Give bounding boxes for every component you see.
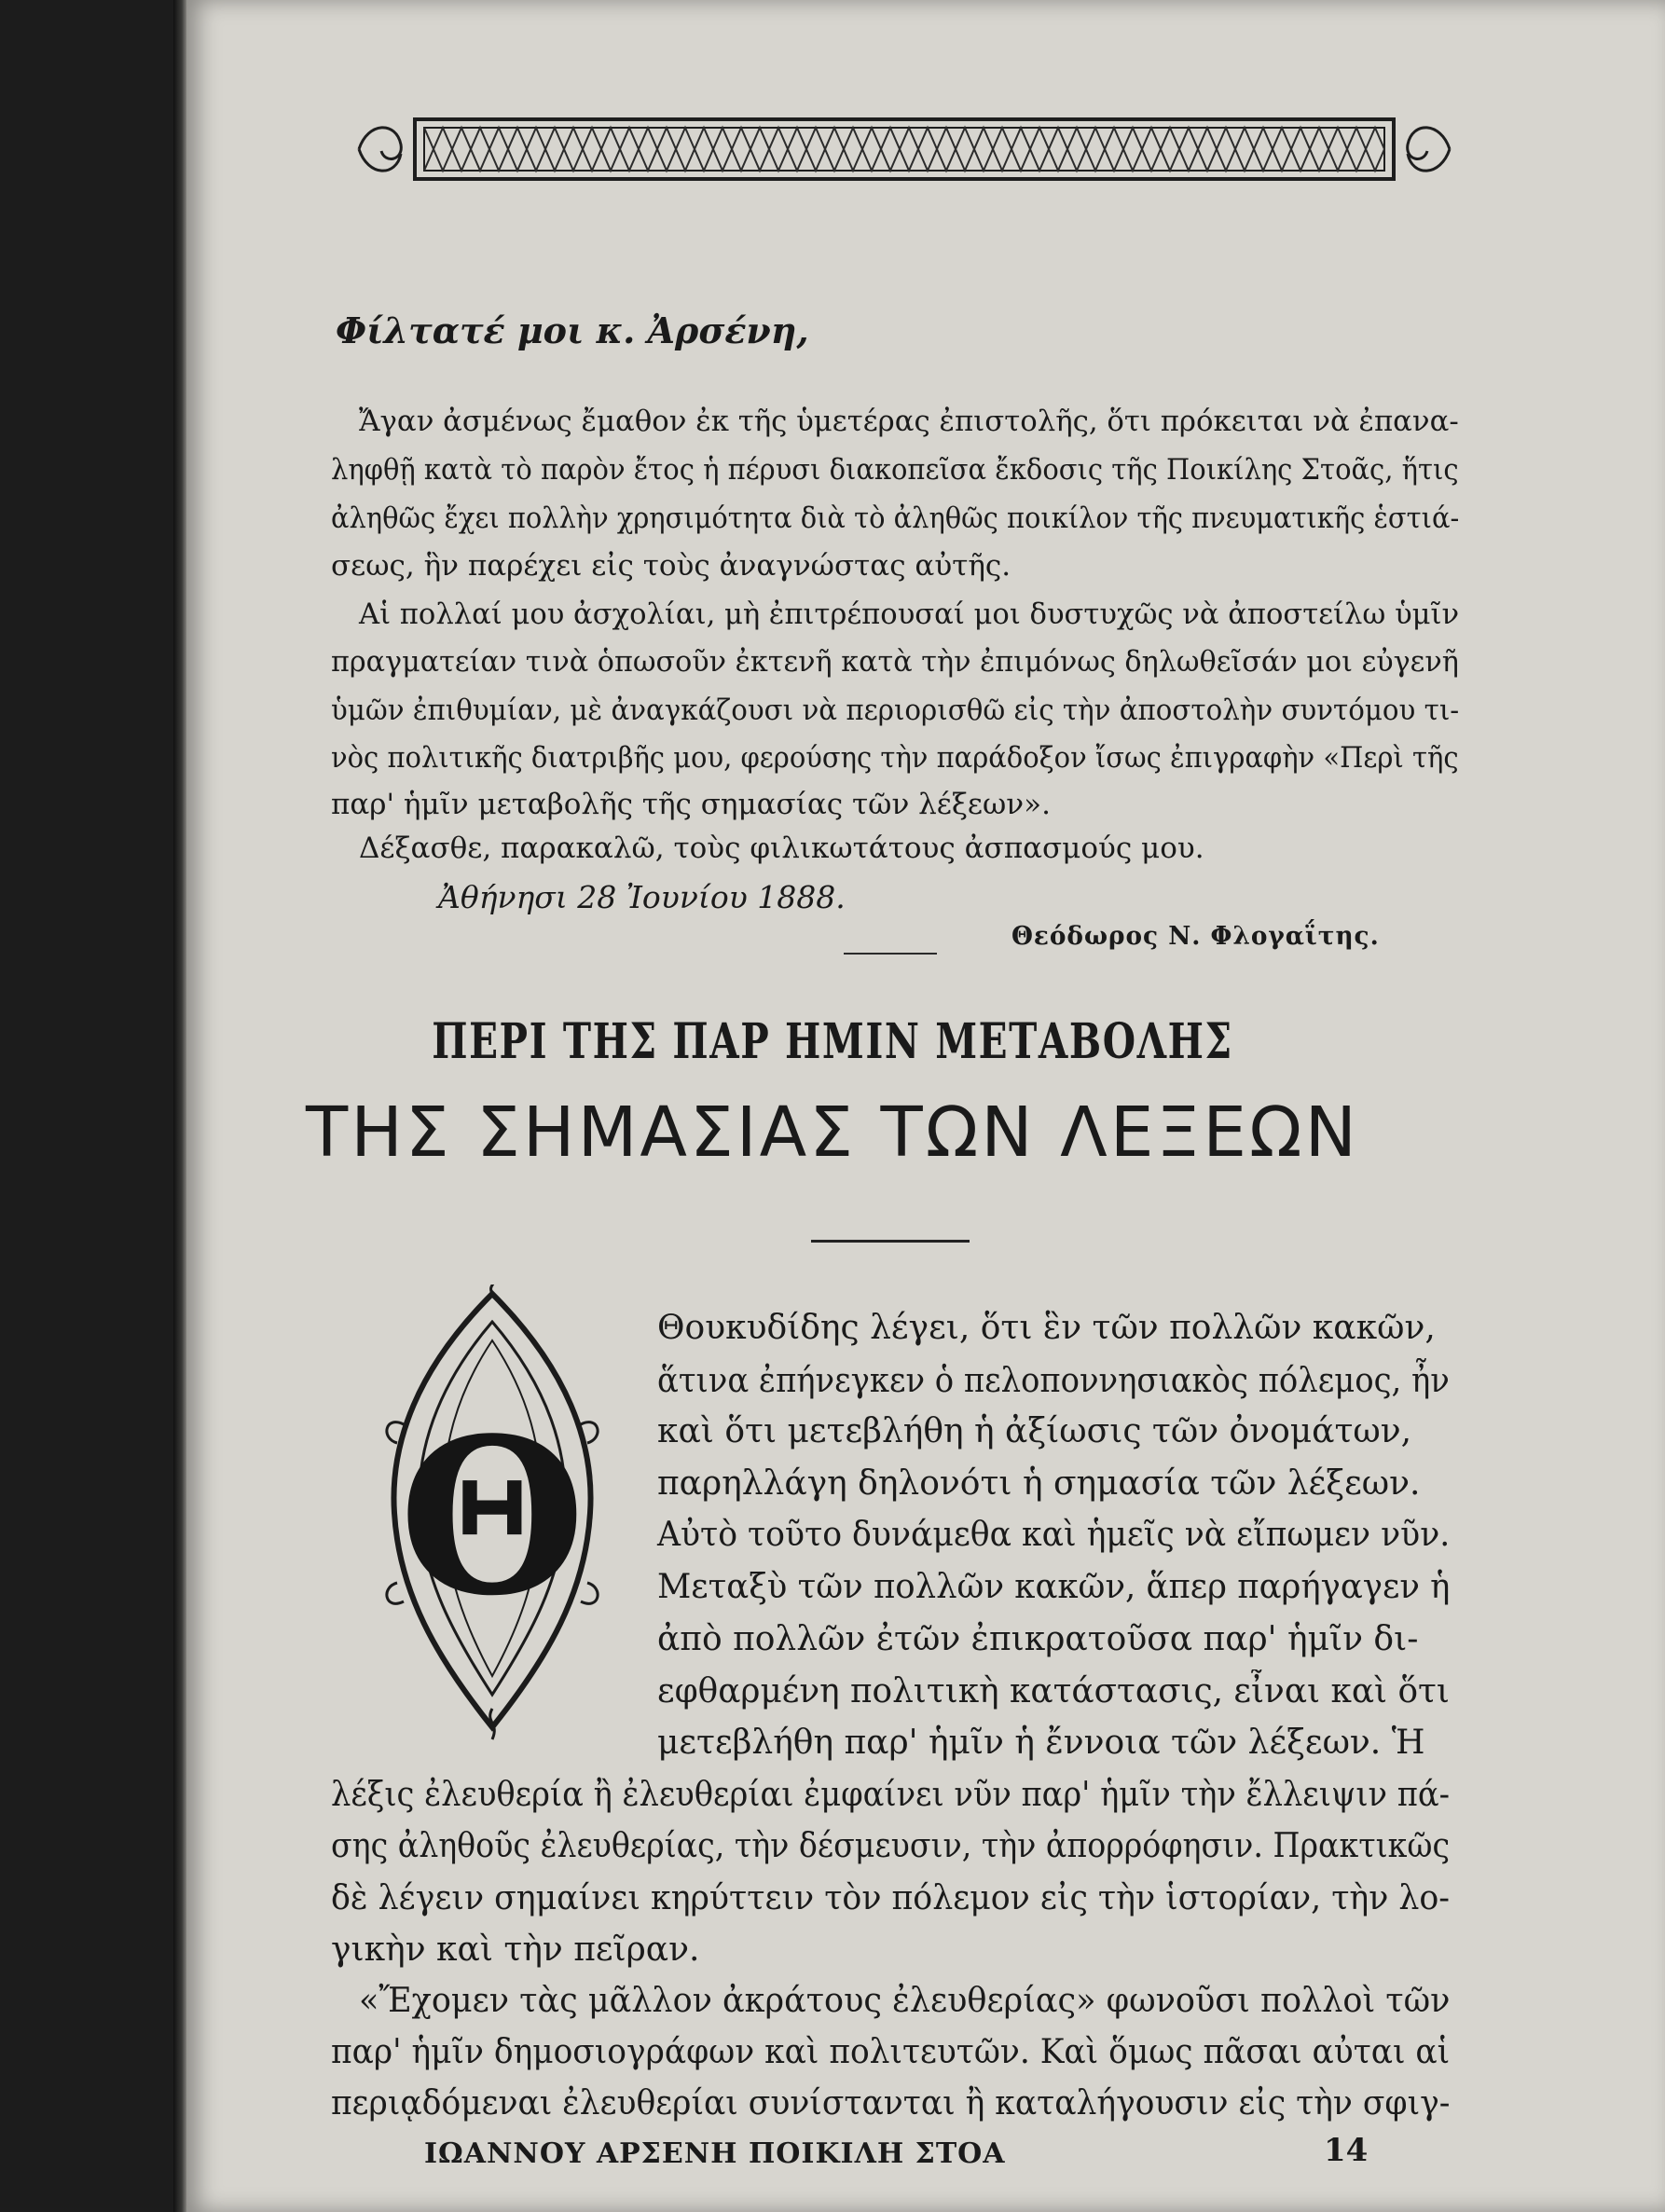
body-line: Μεταξὺ τῶν πολλῶν κακῶν, ἅπερ παρήγαγεν ἡ — [657, 1568, 1451, 1606]
running-footer: ΙΩΑΝΝΟΥ ΑΡΣΕΝΗ ΠΟΙΚΙΛΗ ΣΤΟΑ — [424, 2137, 1006, 2170]
body-line: εφθαρμένη πολιτικὴ κατάστασις, εἶναι καὶ ὅτι — [657, 1672, 1450, 1711]
letter-line: παρ' ἡμῖν μεταβολῆς τῆς σημασίας τῶν λέξεων». — [331, 788, 1051, 821]
letter-line: ἀληθῶς ἔχει πολλὴν χρησιμότητα διὰ τὸ ἀληθῶς ποικίλον τῆς πνευματικῆς ἑστιά- — [331, 501, 1460, 535]
initial-letter: Θ — [398, 1392, 586, 1643]
page-number: 14 — [1324, 2132, 1369, 2169]
decorative-initial — [380, 1285, 604, 1741]
body-line: ἀπὸ πολλῶν ἐτῶν ἐπικρατοῦσα παρ' ἡμῖν δι- — [657, 1620, 1419, 1658]
body-line: γικὴν καὶ τὴν πεῖραν. — [331, 1930, 700, 1969]
letter-line: σεως, ἣν παρέχει εἰς τοὺς ἀναγνώστας αὐτῆς. — [331, 549, 1011, 583]
title-separator-rule — [811, 1240, 970, 1243]
body-line: Θουκυδίδης λέγει, ὅτι ἓν τῶν πολλῶν κακῶν, — [657, 1309, 1436, 1347]
body-line: παρ' ἡμῖν δημοσιογράφων καὶ πολιτευτῶν. Καὶ ὅμως πᾶσαι αὐται αἱ — [331, 2033, 1451, 2071]
body-line: καὶ ὅτι μετεβλήθη ἡ ἀξίωσις τῶν ὀνομάτων, — [657, 1412, 1412, 1450]
letter-line: Αἱ πολλαί μου ἀσχολίαι, μὴ ἐπιτρέπουσαί μοι δυστυχῶς νὰ ἀποστείλω ὑμῖν — [359, 598, 1460, 631]
body-line: δὲ λέγειν σημαίνει κηρύττειν τὸν πόλεμον εἰς τὴν ἱστορίαν, τὴν λο- — [331, 1879, 1451, 1917]
article-title-line2: ΤΗΣ ΣΗΜΑΣΙΑΣ ΤΩΝ ΛΕΞΕΩΝ — [306, 1092, 1359, 1173]
body-line: λέξις ἐλευθερία ἢ ἐλευθερίαι ἐμφαίνει νῦν παρ' ἡμῖν τὴν ἔλλειψιν πά- — [331, 1776, 1450, 1814]
letter-line: νὸς πολιτικῆς διατριβῆς μου, φερούσης τὴν παράδοξον ἴσως ἐπιγραφὴν «Περὶ τῆς — [331, 741, 1459, 775]
letter-line: Δέξασθε, παρακαλῶ, τοὺς φιλικωτάτους ἀσπασμούς μου. — [359, 831, 1204, 865]
body-line: μετεβλήθη παρ' ἡμῖν ἡ ἔννοια τῶν λέξεων. Ἡ — [657, 1724, 1425, 1762]
body-line: παρηλλάγη δηλονότι ἡ σημασία τῶν λέξεων. — [657, 1464, 1421, 1503]
body-line: Αὐτὸ τοῦτο δυνάμεθα καὶ ἡμεῖς νὰ εἴπωμεν νῦν. — [657, 1516, 1451, 1554]
letter-signature: Θεόδωρος Ν. Φλογαΐτης. — [1011, 922, 1380, 951]
body-line: ἅτινα ἐπήνεγκεν ὁ πελοποννησιακὸς πόλεμος, ἦν — [657, 1362, 1450, 1400]
body-line: περιᾳδόμεναι ἐλευθερίαι συνίστανται ἢ καταλήγουσιν εἰς τὴν σφιγ- — [331, 2084, 1451, 2123]
separator-rule — [844, 953, 937, 955]
letter-line: ὑμῶν ἐπιθυμίαν, μὲ ἀναγκάζουσι νὰ περιορισθῶ εἰς τὴν ἀποστολὴν συντόμου τι- — [331, 694, 1460, 727]
letter-date: Ἀθήνησι 28 Ἰουνίου 1888. — [438, 879, 846, 915]
letter-greeting: Φίλτατέ μοι κ. Ἀρσένη, — [336, 309, 809, 351]
letter-line: ληφθῇ κατὰ τὸ παρὸν ἔτος ἡ πέρυσι διακοπεῖσα ἔκδοσις τῆς Ποικίλης Στοᾶς, ἥτις — [331, 453, 1459, 487]
letter-line: πραγματείαν τινὰ ὁπωσοῦν ἐκτενῆ κατὰ τὴν ἐπιμόνως δηλωθεῖσάν μοι εὐγενῆ — [331, 645, 1459, 679]
body-line: «Ἔχομεν τὰς μᾶλλον ἀκράτους ἐλευθερίας» φωνοῦσι πολλοὶ τῶν — [359, 1982, 1451, 2020]
body-line: σης ἀληθοῦς ἐλευθερίας, τὴν δέσμευσιν, τὴν ἀπορρόφησιν. Πρακτικῶς — [331, 1827, 1451, 1865]
header-ornament — [350, 103, 1459, 196]
letter-line: Ἄγαν ἀσμένως ἔμαθον ἐκ τῆς ὑμετέρας ἐπιστολῆς, ὅτι πρόκειται νὰ ἐπανα- — [359, 405, 1459, 438]
article-title-line1: ΠΕΡΙ ΤΗΣ ΠΑΡ ΗΜΙΝ ΜΕΤΑΒΟΛΗΣ — [432, 1013, 1233, 1070]
